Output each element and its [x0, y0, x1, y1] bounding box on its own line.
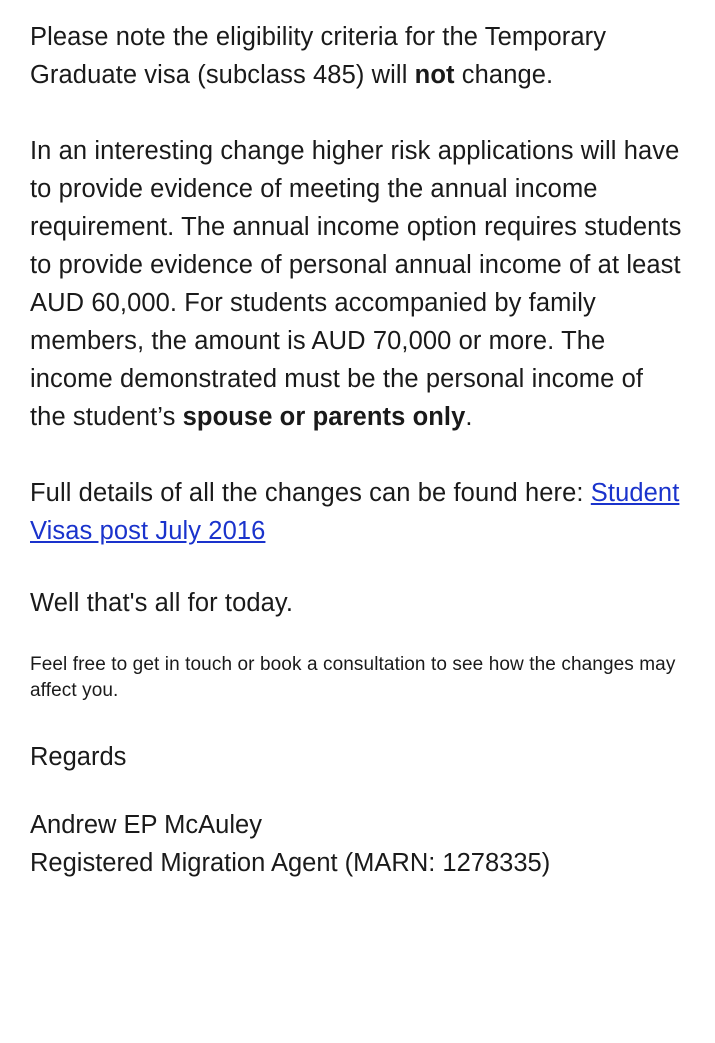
author-name: Andrew EP McAuley — [30, 811, 262, 839]
paragraph-spacer-3 — [30, 550, 685, 584]
paragraph2-text-before-bold: In an interesting change higher risk applications will have to provide evidence of meeting the annual income requirement. The annual income option requires students to provide evidence of personal annual income of at least AUD 60,000. For students accompanied by family members, the amount is AUD 70,000 or more. The income demonstrated must be the personal income of the student’s — [30, 137, 682, 431]
paragraph3-lead-text: Full details of all the changes can be found here: — [30, 479, 591, 507]
paragraph-annual-income — [30, 132, 685, 436]
paragraph-full-details — [30, 474, 685, 550]
contact-note: Feel free to get in touch or book a consultation to see how the changes may affect you. — [30, 654, 676, 701]
paragraph2-text-after-bold: . — [465, 403, 473, 431]
paragraph2-bold-spouse-or-parents-only: spouse or parents only — [182, 403, 466, 431]
paragraph-spacer-4 — [30, 622, 685, 652]
paragraph-spacer-1 — [30, 94, 685, 132]
paragraph-spacer-6 — [30, 776, 685, 806]
paragraph-spacer-2 — [30, 436, 685, 474]
paragraph1-text-after-bold: change. — [454, 61, 554, 89]
paragraph1-bold-not: not — [414, 61, 455, 89]
paragraph-eligibility-criteria — [30, 18, 685, 94]
paragraph1-text-before-bold: Please note the eligibility criteria for the Temporary Graduate visa (subclass 485) will — [30, 23, 607, 89]
student-visas-post-july-2016-link[interactable]: Student Visas post July 2016 — [30, 479, 680, 545]
paragraph-closing-remark: Well that's all for today. — [30, 589, 294, 617]
signoff-regards: Regards — [30, 743, 127, 771]
author-title: Registered Migration Agent (MARN: 1278335) — [30, 849, 551, 877]
paragraph-spacer-5 — [30, 704, 685, 738]
